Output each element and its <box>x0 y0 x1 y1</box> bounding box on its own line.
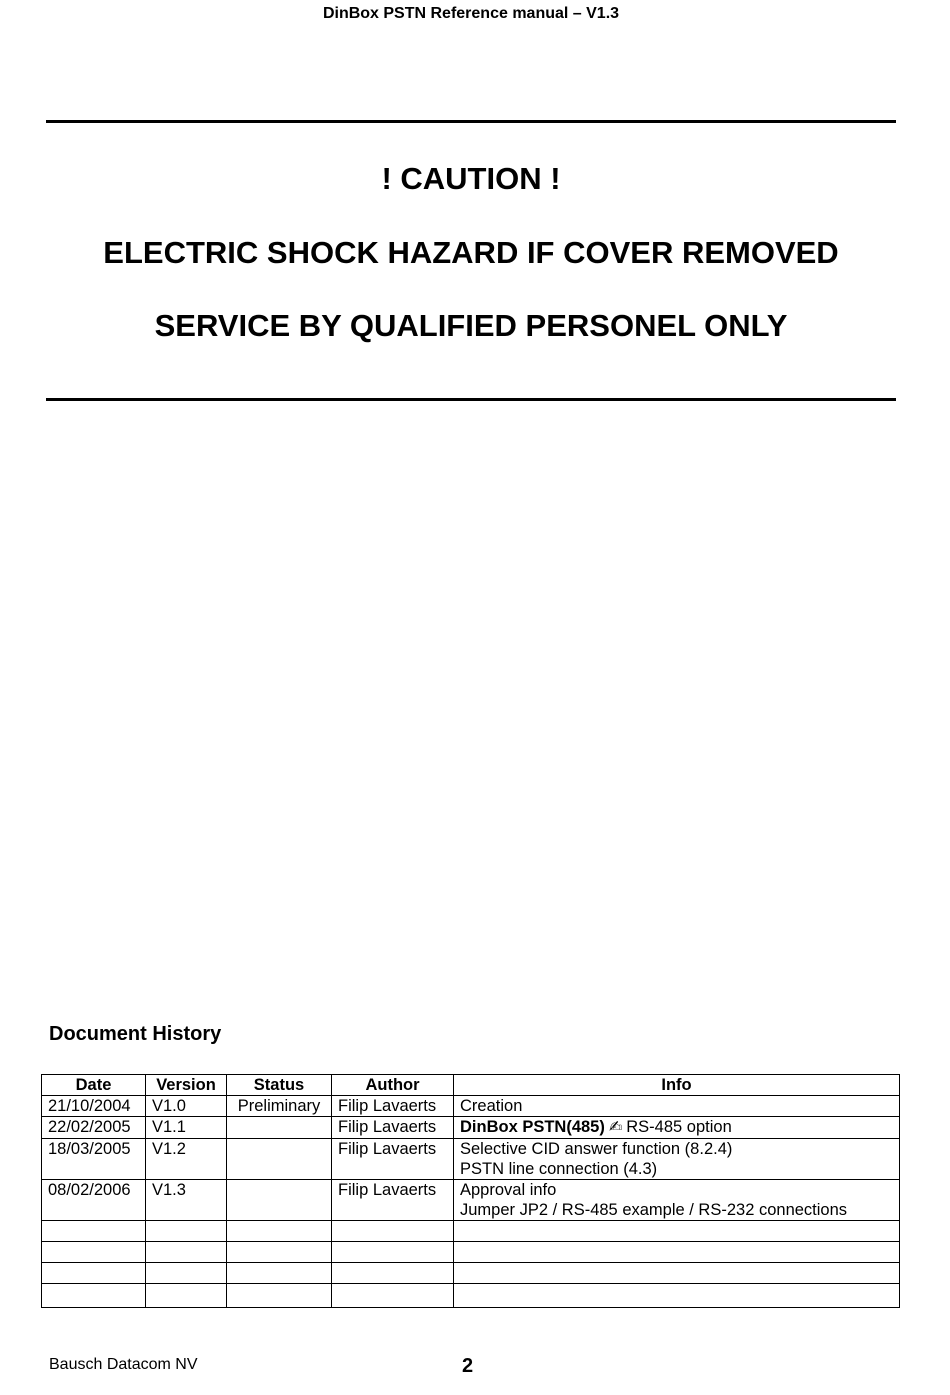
info-text: RS-485 option <box>626 1118 732 1136</box>
cell-info <box>454 1139 900 1180</box>
document-history-table <box>41 1074 900 1308</box>
cell-version: V1.0 <box>146 1096 227 1117</box>
empty-table-row <box>42 1263 900 1284</box>
cell-author: Filip Lavaerts <box>332 1117 454 1139</box>
cell-author: Filip Lavaerts <box>332 1180 454 1221</box>
page-number: 2 <box>462 1355 474 1377</box>
column-header-info: Info <box>454 1075 900 1096</box>
cell-date: 08/02/2006 <box>42 1180 146 1221</box>
empty-table-row <box>42 1284 900 1308</box>
table-row <box>42 1139 900 1180</box>
cell-version: V1.2 <box>146 1139 227 1180</box>
cell-status <box>227 1180 332 1221</box>
footer-company: Bausch Datacom NV <box>49 1356 198 1373</box>
cell-status <box>227 1117 332 1139</box>
info-line: Approval info <box>460 1181 557 1199</box>
empty-table-row <box>42 1221 900 1242</box>
bottom-rule <box>46 398 896 401</box>
info-line: Selective CID answer function (8.2.4) <box>460 1140 733 1158</box>
cell-status: Preliminary <box>227 1096 332 1117</box>
caution-service-warning: SERVICE BY QUALIFIED PERSONEL ONLY <box>154 308 788 343</box>
cell-version: V1.1 <box>146 1117 227 1139</box>
table-row <box>42 1180 900 1221</box>
cell-status <box>227 1139 332 1180</box>
column-header-author: Author <box>332 1075 454 1096</box>
cell-info <box>454 1117 900 1139</box>
info-line: Jumper JP2 / RS-485 example / RS-232 connections <box>460 1201 848 1219</box>
cell-version: V1.3 <box>146 1180 227 1221</box>
running-header: DinBox PSTN Reference manual – V1.3 <box>322 5 620 22</box>
cell-author: Filip Lavaerts <box>332 1139 454 1180</box>
cell-info <box>454 1180 900 1221</box>
top-rule <box>46 120 896 123</box>
column-header-version: Version <box>146 1075 227 1096</box>
cell-date: 21/10/2004 <box>42 1096 146 1117</box>
info-line: PSTN line connection (4.3) <box>460 1160 658 1178</box>
cell-info <box>454 1096 900 1117</box>
info-line: Creation <box>460 1097 523 1115</box>
column-header-date: Date <box>42 1075 146 1096</box>
pencil-icon: ✍ <box>608 1119 623 1136</box>
cell-date: 22/02/2005 <box>42 1117 146 1139</box>
info-line <box>460 1117 893 1138</box>
cell-author: Filip Lavaerts <box>332 1096 454 1117</box>
caution-title: ! CAUTION ! <box>381 161 561 196</box>
table-row <box>42 1117 900 1139</box>
column-header-status: Status <box>227 1075 332 1096</box>
empty-table-row <box>42 1242 900 1263</box>
document-history-heading: Document History <box>49 1023 222 1045</box>
info-product-name: DinBox PSTN(485) <box>460 1118 605 1136</box>
cell-date: 18/03/2005 <box>42 1139 146 1180</box>
caution-shock-warning: ELECTRIC SHOCK HAZARD IF COVER REMOVED <box>103 235 839 270</box>
table-row <box>42 1096 900 1117</box>
table-header-row <box>42 1075 900 1096</box>
